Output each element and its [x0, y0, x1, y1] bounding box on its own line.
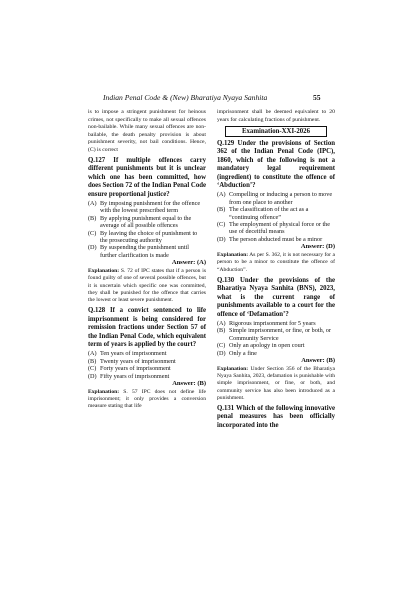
question-127-block [88, 157, 206, 304]
option-text: Twenty years of imprisonment [100, 357, 176, 365]
explanation-label: Explanation: [217, 365, 249, 372]
option-text: The person abducted must be a minor [229, 235, 323, 243]
option-c [88, 365, 206, 372]
option-b [88, 215, 206, 230]
option-text: Fifty years of imprisonment [100, 372, 170, 380]
right-column [217, 109, 335, 431]
answer-128: Answer: (B) [172, 379, 206, 387]
option-text: By applying punishment equal to the average of all possible offences [100, 214, 192, 230]
option-d [217, 236, 335, 243]
option-label: (D) [88, 244, 97, 252]
option-text: Rigorous imprisonment for 5 years [229, 319, 316, 327]
option-label: (D) [217, 235, 226, 243]
option-d [88, 244, 206, 259]
option-b [217, 206, 335, 221]
explanation-129 [217, 252, 335, 274]
continuation-paragraph: imprisonment shall be deemed equivalent to 20 years for calculating fractions of punishment. [217, 109, 335, 123]
question-131: Q.131 Which of the following innovative penal measures has been officially incorporated into the [217, 404, 335, 429]
option-label: (A) [88, 350, 97, 358]
page-number: 55 [313, 93, 321, 102]
explanation-text: As per S. 362, it is not necessary for a person to be a minor to constitute the offence of “Abduction”. [217, 252, 335, 273]
option-label: (D) [217, 349, 226, 357]
answer-130: Answer: (B) [301, 356, 335, 364]
option-label: (A) [217, 191, 226, 199]
option-label: (B) [88, 214, 97, 222]
running-title: Indian Penal Code & (New) Bharatiya Nyaya Sanhita [103, 93, 268, 102]
option-b [88, 358, 206, 365]
option-text: By imposing punishment for the offence with the lowest prescribed term [100, 200, 201, 215]
option-label: (C) [217, 221, 226, 229]
question-127: Q.127 If multiple offences carry different punishments but it is unclear which one has been committed, how does Section 72 of the Indian Penal Code ensure proportional justice? [88, 157, 207, 198]
option-label: (A) [217, 319, 226, 327]
answer-129: Answer: (D) [300, 243, 335, 251]
option-text: Ten years of imprisonment [100, 350, 167, 358]
explanation-label: Explanation: [217, 252, 249, 259]
option-label: (A) [88, 200, 97, 208]
option-label: (C) [88, 365, 97, 373]
option-text: By leaving the choice of punishment to the prosecuting authority [100, 229, 198, 245]
option-text: Only a fine [229, 349, 257, 357]
question-130: Q.130 Under the provisions of the Bharatiya Nyaya Sanhita (BNS), 2023, what is the current range of punishments available to a court for the offence of ‘Defamation’? [217, 276, 335, 318]
option-text: The employment of physical force or the use of deceitful means [229, 221, 331, 236]
intro-paragraph: is to impose a stringent punishment for heinous crimes, not specifically to make all sexual offences non-bailable. While many sexual offences are non-bailable, the death penalty provision is about punishment severity, not bail conditions. Hence, (C) is correct [88, 109, 206, 153]
option-a [217, 191, 335, 206]
option-b [217, 327, 335, 342]
option-a [88, 200, 206, 215]
explanation-127 [88, 268, 206, 304]
option-c [217, 342, 335, 349]
question-129: Q.129 Under the provisions of Section 362 of the Indian Penal Code (IPC), 1860, which of the following is not a mandatory legal requirement (ingredient) to constitute the offence of ‘Abduction’? [217, 140, 335, 190]
question-128: Q.128 If a convict sentenced to life imprisonment is being considered for remission fractions under Section 57 of the Indian Penal Code, which equivalent term of years is applied by the court? [88, 307, 206, 348]
option-c [217, 221, 335, 236]
option-a [217, 320, 335, 327]
option-text: Simple imprisonment, or fine, or both, or Community Service [229, 327, 331, 342]
option-label: (B) [88, 357, 97, 365]
question-128-block [88, 307, 206, 410]
exam-heading-box: Examination-XXI-2026 [225, 126, 327, 137]
option-label: (B) [217, 327, 226, 335]
option-d [88, 373, 206, 380]
explanation-128 [88, 389, 206, 411]
explanation-text: S. 57 IPC does not define life imprisonment; it only provides a conversion measure stating that life [88, 388, 206, 410]
explanation-text: S. 72 of IPC states that if a person is found guilty of one of several possible offences, but it is uncertain which specific one was committed, they shall be punished for the offence that carries the lowest or least severe punishment. [88, 268, 206, 304]
explanation-label: Explanation: [88, 268, 120, 275]
option-text: The classification of the act as a “continuing offence” [229, 206, 309, 221]
option-label: (C) [217, 342, 226, 350]
answer-127: Answer: (A) [171, 259, 206, 267]
question-130-block [217, 277, 335, 402]
explanation-label: Explanation: [88, 388, 120, 395]
option-label: (D) [88, 372, 97, 380]
question-131-block [217, 405, 335, 430]
explanation-text: Under Section 356 of the Bharatiya Nyaya Sanhita, 2023, defamation is punishable with simple imprisonment, or fine, or both, and community service has also been introduced as a punishment. [217, 365, 335, 401]
option-c [88, 230, 206, 245]
option-label: (C) [88, 229, 97, 237]
option-d [217, 350, 335, 357]
option-text: By suspending the punishment until further clarification is made [100, 244, 190, 259]
left-column [88, 109, 206, 411]
option-text: Forty years of imprisonment [100, 365, 171, 373]
option-label: (B) [217, 206, 226, 214]
option-a [88, 350, 206, 357]
option-text: Compelling or inducing a person to move from one place to another [229, 191, 333, 206]
page-header [0, 93, 416, 105]
explanation-130 [217, 366, 335, 402]
option-text: Only an apology in open court [229, 342, 305, 350]
question-129-block [217, 140, 335, 274]
